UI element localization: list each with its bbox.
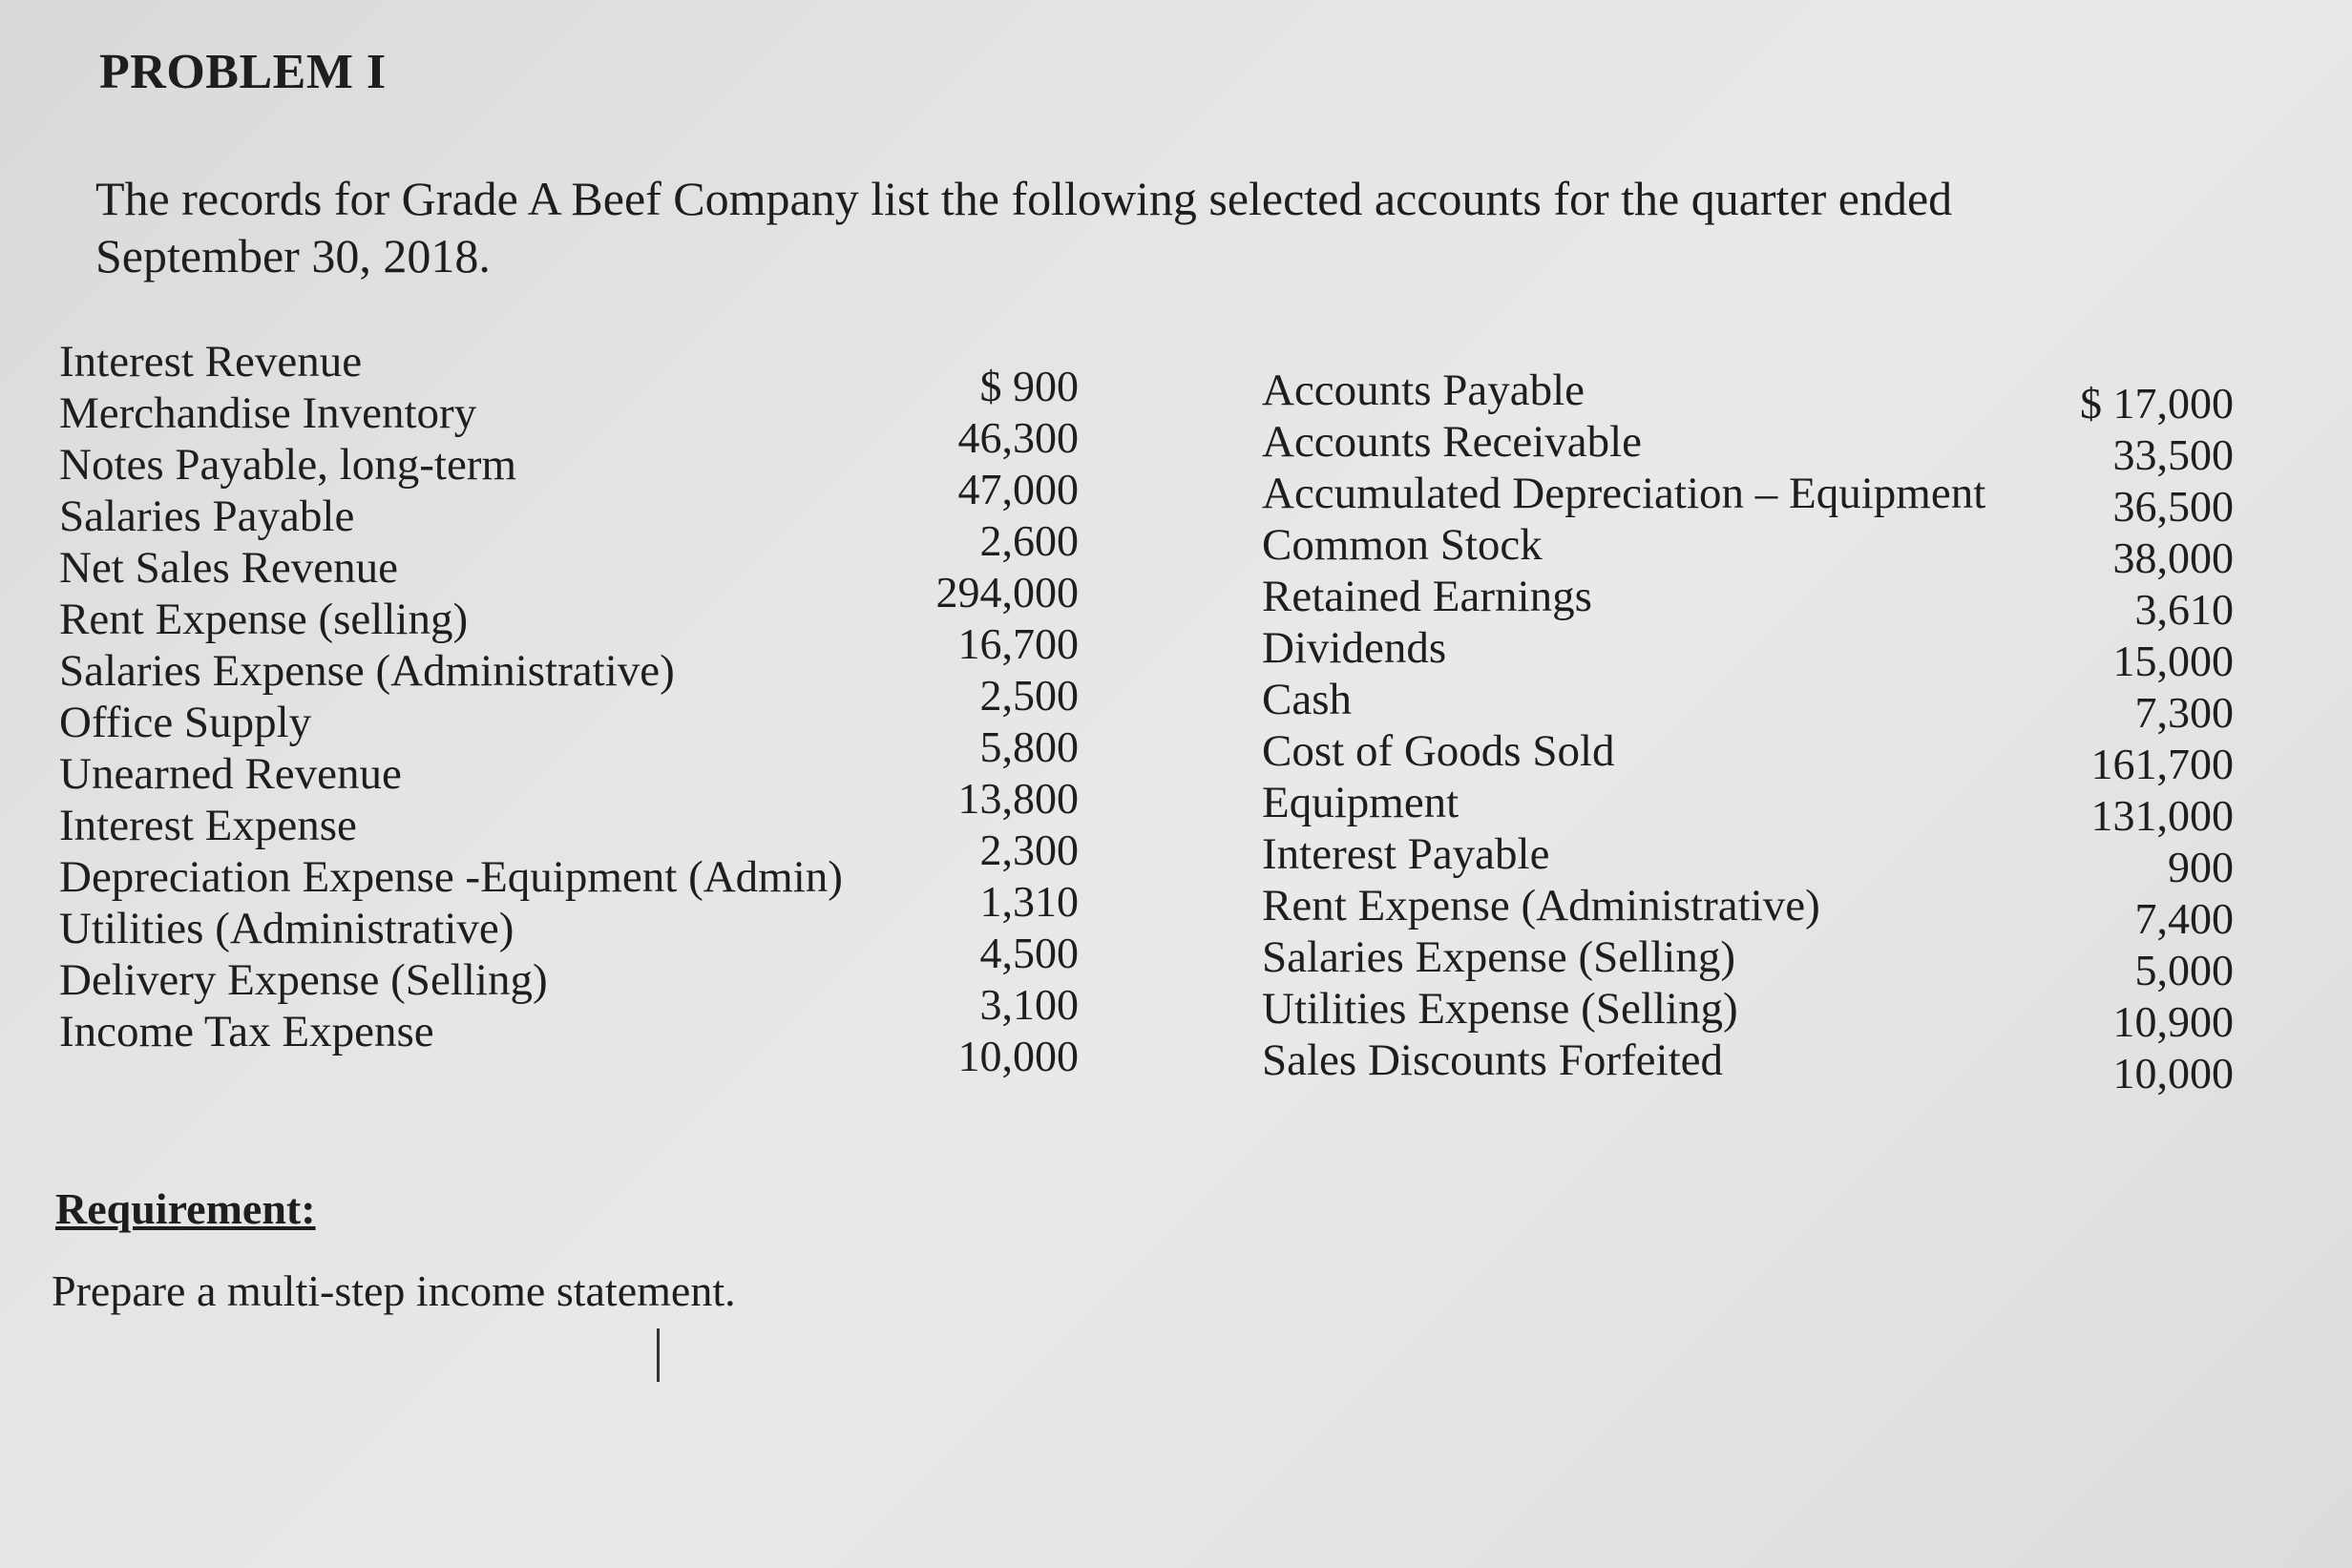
account-label: Interest Expense: [59, 801, 357, 850]
account-value: 38,000: [2112, 533, 2234, 582]
account-label: Equipment: [1262, 778, 1460, 827]
account-label: Net Sales Revenue: [59, 543, 399, 593]
account-label: Accumulated Depreciation – Equipment: [1262, 469, 1986, 518]
account-label: Delivery Expense (Selling): [59, 955, 548, 1005]
account-value: 10,000: [957, 1032, 1079, 1080]
account-value: 3,100: [979, 980, 1079, 1029]
account-label: Common Stock: [1262, 520, 1543, 570]
account-value: 3,610: [2134, 585, 2234, 634]
account-label: Salaries Expense (Selling): [1262, 932, 1735, 982]
account-label: Rent Expense (Administrative): [1262, 881, 1820, 930]
account-label: Salaries Expense (Administrative): [59, 646, 675, 696]
intro-paragraph: The records for Grade A Beef Company list the following selected accounts for the quarter ended September 30, 2018.: [95, 172, 1953, 282]
account-label: Cost of Goods Sold: [1262, 726, 1615, 776]
account-value: 2,500: [979, 671, 1079, 720]
account-value: 5,800: [979, 722, 1079, 771]
account-label: Accounts Payable: [1262, 366, 1586, 415]
account-label: Utilities (Administrative): [59, 904, 514, 953]
account-value: 46,300: [957, 413, 1079, 462]
account-value: 16,700: [957, 619, 1079, 668]
account-label: Income Tax Expense: [59, 1007, 434, 1056]
account-value: 161,700: [2090, 740, 2234, 788]
account-value: $ 17,000: [2080, 379, 2234, 428]
account-label: Salaries Payable: [59, 491, 355, 541]
left-account-values: [916, 361, 1079, 1082]
left-account-labels: [59, 336, 937, 1057]
account-value: 2,300: [979, 826, 1079, 874]
account-label: Dividends: [1262, 623, 1447, 673]
right-account-values: [2043, 378, 2234, 1099]
account-value: 294,000: [935, 568, 1079, 617]
right-account-labels: [1262, 365, 2045, 1086]
account-value: 131,000: [2090, 791, 2234, 840]
account-label: Interest Revenue: [59, 337, 363, 387]
account-value: 7,400: [2134, 894, 2234, 943]
account-label: Notes Payable, long-term: [59, 440, 517, 490]
account-label: Merchandise Inventory: [59, 388, 477, 438]
account-label: Accounts Receivable: [1262, 417, 1643, 467]
account-label: Unearned Revenue: [59, 749, 402, 799]
account-value: 900: [2168, 843, 2234, 891]
text-cursor: [657, 1328, 660, 1382]
account-label: Depreciation Expense -Equipment (Admin): [59, 852, 843, 902]
account-label: Sales Discounts Forfeited: [1262, 1035, 1723, 1085]
account-label: Utilities Expense (Selling): [1262, 984, 1738, 1034]
account-value: 4,500: [979, 929, 1079, 977]
account-value: 5,000: [2134, 946, 2234, 994]
account-value: 13,800: [957, 774, 1079, 823]
account-label: Office Supply: [59, 698, 312, 747]
account-value: $ 900: [979, 362, 1079, 410]
account-label: Cash: [1262, 675, 1352, 724]
account-value: 33,500: [2112, 430, 2234, 479]
account-value: 1,310: [979, 877, 1079, 926]
account-label: Interest Payable: [1262, 829, 1550, 879]
account-value: 36,500: [2112, 482, 2234, 531]
account-label: Retained Earnings: [1262, 572, 1592, 621]
account-value: 10,900: [2112, 997, 2234, 1046]
account-label: Rent Expense (selling): [59, 595, 469, 644]
account-value: 15,000: [2112, 637, 2234, 685]
account-value: 7,300: [2134, 688, 2234, 737]
account-value: 2,600: [979, 516, 1079, 565]
problem-title: PROBLEM I: [99, 45, 387, 99]
requirement-text: Prepare a multi-step income statement.: [52, 1266, 736, 1315]
account-value: 10,000: [2112, 1049, 2234, 1098]
requirement-heading: Requirement:: [55, 1184, 316, 1233]
account-value: 47,000: [957, 465, 1079, 513]
